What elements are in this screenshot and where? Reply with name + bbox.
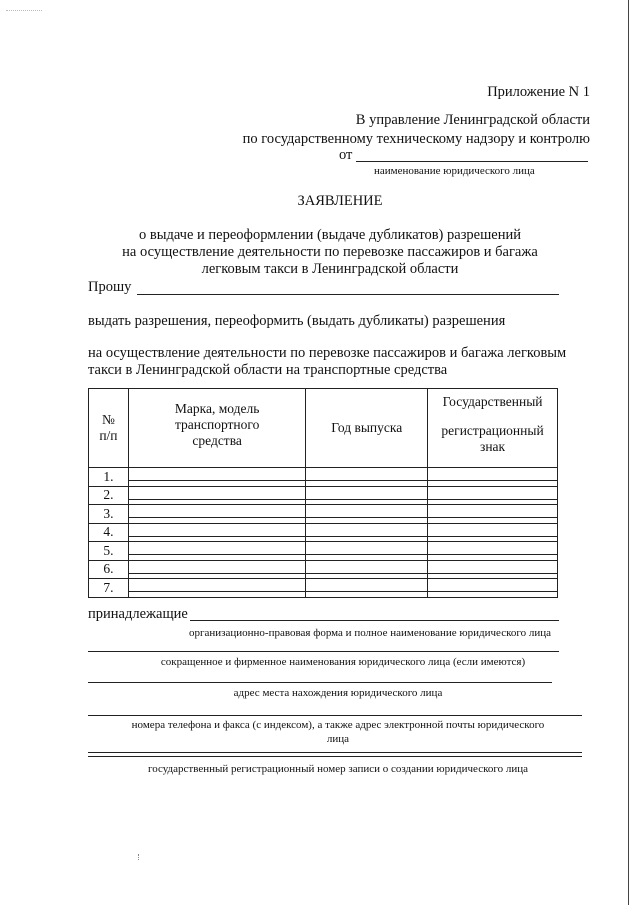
from-caption: наименование юридического лица <box>374 165 535 177</box>
row-number: 7. <box>89 579 129 598</box>
cell-underline <box>427 583 558 592</box>
addressee-line1: В управление Ленинградской области <box>355 112 590 128</box>
from-field-line[interactable] <box>356 161 588 162</box>
subject-line3: легковым такси в Ленинградской области <box>201 261 459 277</box>
cell-underline <box>128 491 307 500</box>
year-cell[interactable] <box>306 468 428 487</box>
model-cell[interactable] <box>128 579 306 598</box>
table-row <box>89 560 558 579</box>
table-row <box>89 579 558 598</box>
cell-underline <box>305 546 428 555</box>
plate-cell[interactable] <box>428 579 558 598</box>
year-cell[interactable] <box>306 542 428 561</box>
cell-underline <box>427 472 558 481</box>
caption-registration: государственный регистрационный номер записи о создании юридического лица <box>148 763 528 775</box>
year-cell[interactable] <box>306 486 428 505</box>
address-field-line[interactable] <box>88 682 552 683</box>
row-number: 6. <box>89 560 129 579</box>
year-cell[interactable] <box>306 560 428 579</box>
caption-contacts-line1: номера телефона и факса (с индексом), а также адрес электронной почты юридического <box>131 719 545 731</box>
cell-underline <box>305 565 428 574</box>
belonging-field-line[interactable] <box>190 620 559 621</box>
request-label: Прошу <box>88 279 132 295</box>
cell-underline <box>128 509 307 518</box>
model-cell[interactable] <box>128 486 306 505</box>
model-cell[interactable] <box>128 560 306 579</box>
cell-underline <box>427 565 558 574</box>
subject-line2: на осуществление деятельности по перевозке пассажиров и багажа <box>122 244 538 260</box>
registration-field-line-b <box>88 756 582 757</box>
table-row <box>89 486 558 505</box>
year-cell[interactable] <box>306 523 428 542</box>
belonging-label: принадлежащие <box>88 606 188 622</box>
header-plate-line2: регистрационный <box>441 423 544 438</box>
header-model <box>128 389 306 468</box>
model-cell[interactable] <box>128 523 306 542</box>
cell-underline <box>305 583 428 592</box>
purpose-line2: такси в Ленинградской области на транспортные средства <box>88 362 448 378</box>
registration-field-line-a[interactable] <box>88 752 582 753</box>
header-num-line1: № <box>101 412 115 427</box>
from-label: от <box>339 147 353 163</box>
row-number: 1. <box>89 468 129 487</box>
row-number: 2. <box>89 486 129 505</box>
year-cell[interactable] <box>306 579 428 598</box>
row-number: 4. <box>89 523 129 542</box>
scan-speck <box>138 854 140 860</box>
appendix-label: Приложение N 1 <box>487 84 590 100</box>
caption-address: адрес места нахождения юридического лица <box>233 687 443 699</box>
addressee-line2: по государственному техническому надзору и контролю <box>242 131 590 147</box>
cell-underline <box>128 528 307 537</box>
cell-underline <box>427 491 558 500</box>
cell-underline <box>305 491 428 500</box>
model-cell[interactable] <box>128 542 306 561</box>
cell-underline <box>305 509 428 518</box>
header-model-line1: Марка, модель <box>174 401 260 416</box>
short-name-field-line[interactable] <box>88 651 559 652</box>
header-plate-line1: Государственный <box>442 394 543 409</box>
vehicles-table <box>88 388 558 598</box>
request-text: выдать разрешения, переоформить (выдать дубликаты) разрешения <box>88 313 506 329</box>
table-row <box>89 542 558 561</box>
contacts-field-line[interactable] <box>88 715 582 716</box>
cell-underline <box>305 528 428 537</box>
header-plate <box>428 389 558 468</box>
cell-underline <box>427 509 558 518</box>
header-model-line3: средства <box>192 433 242 448</box>
cell-underline <box>128 546 307 555</box>
right-edge-line <box>628 0 629 905</box>
purpose-line1: на осуществление деятельности по перевозке пассажиров и багажа легковым <box>88 345 567 361</box>
plate-cell[interactable] <box>428 505 558 524</box>
request-field-line[interactable] <box>137 294 559 295</box>
model-cell[interactable] <box>128 468 306 487</box>
cell-underline <box>427 528 558 537</box>
scan-artifact <box>6 10 42 11</box>
header-num <box>89 389 129 468</box>
header-num-line2: п/п <box>99 428 118 443</box>
header-plate-line3: знак <box>479 439 506 454</box>
caption-contacts-line2: лица <box>326 733 350 745</box>
plate-cell[interactable] <box>428 486 558 505</box>
cell-underline <box>305 472 428 481</box>
plate-cell[interactable] <box>428 468 558 487</box>
year-cell[interactable] <box>306 505 428 524</box>
table-header-row <box>89 389 558 468</box>
caption-legal-form: организационно-правовая форма и полное наименование юридического лица <box>188 627 552 639</box>
cell-underline <box>427 546 558 555</box>
table-row <box>89 468 558 487</box>
plate-cell[interactable] <box>428 542 558 561</box>
cell-underline <box>128 472 307 481</box>
plate-cell[interactable] <box>428 523 558 542</box>
cell-underline <box>128 583 307 592</box>
plate-cell[interactable] <box>428 560 558 579</box>
row-number: 3. <box>89 505 129 524</box>
model-cell[interactable] <box>128 505 306 524</box>
table-row <box>89 523 558 542</box>
table-row <box>89 505 558 524</box>
header-year: Год выпуска <box>306 389 428 468</box>
header-model-line2: транспортного <box>174 417 260 432</box>
row-number: 5. <box>89 542 129 561</box>
caption-short-name: сокращенное и фирменное наименования юридического лица (если имеются) <box>160 656 526 668</box>
cell-underline <box>128 565 307 574</box>
document-title: ЗАЯВЛЕНИЕ <box>297 193 383 209</box>
subject-line1: о выдаче и переоформлении (выдаче дубликатов) разрешений <box>138 227 521 243</box>
